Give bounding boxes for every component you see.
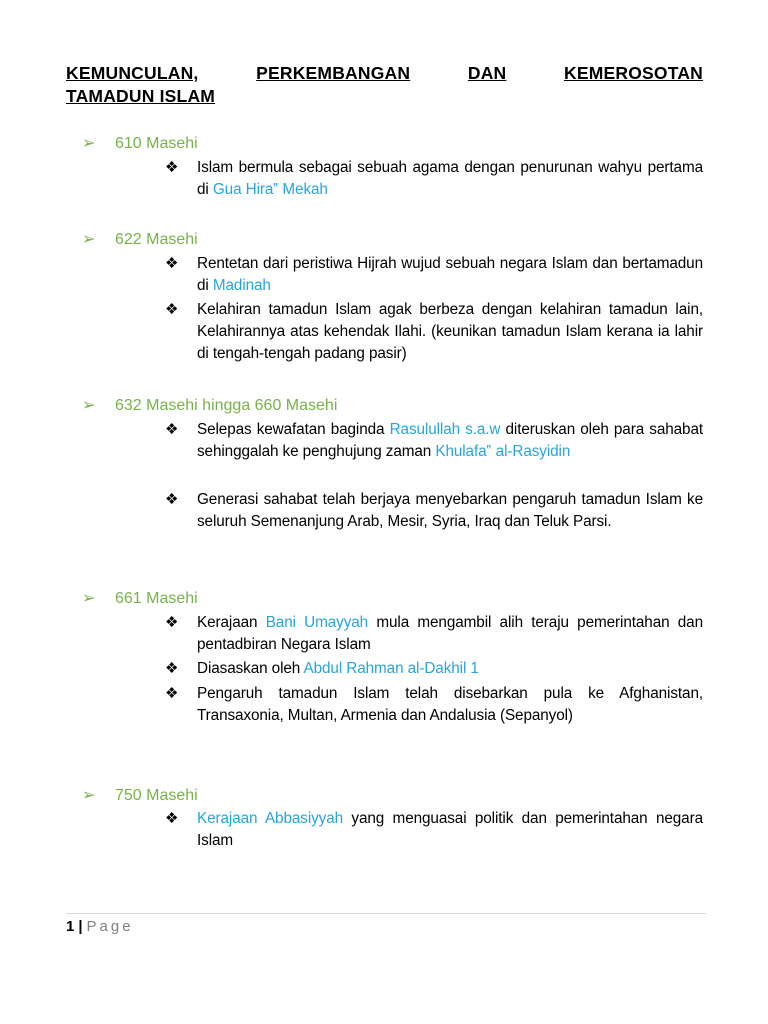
section-heading-text: 610 Masehi <box>115 135 198 152</box>
title-word: KEMEROSOTAN <box>564 63 703 83</box>
bullet-text: Kerajaan Bani Umayyah mula mengambil alih teraju pemerintahan dan pentadbiran Negara Islam <box>197 614 703 653</box>
footer-divider <box>66 913 706 914</box>
bullet-item <box>165 808 703 852</box>
section-heading-661 <box>82 588 198 610</box>
bullet-text: Pengaruh tamadun Islam telah disebarkan pula ke Afghanistan, Transaxonia, Multan, Armenia dan Andalusia (Sepanyol) <box>197 685 703 724</box>
arrow-bullet-icon: ➢ <box>82 397 96 414</box>
bullet-text: Generasi sahabat telah berjaya menyebarkan pengaruh tamadun Islam ke seluruh Semenanjung Arab, Mesir, Syria, Iraq dan Teluk Parsi. <box>197 491 703 530</box>
section-heading-text: 622 Masehi <box>115 231 198 248</box>
title-line-2: TAMADUN ISLAM <box>66 86 216 106</box>
bullet-item <box>165 489 703 533</box>
section-heading-text: 661 Masehi <box>115 590 198 607</box>
section-heading-622 <box>82 229 198 251</box>
diamond-bullet-icon: ❖ <box>165 159 179 176</box>
diamond-bullet-icon: ❖ <box>165 614 179 631</box>
bullet-item <box>165 299 703 365</box>
diamond-bullet-icon: ❖ <box>165 491 179 508</box>
section-heading-750 <box>82 785 198 807</box>
page-number: 1 <box>66 918 75 935</box>
arrow-bullet-icon: ➢ <box>82 231 96 248</box>
arrow-bullet-icon: ➢ <box>82 590 96 607</box>
bullet-item <box>165 419 703 463</box>
title-word: PERKEMBANGAN <box>256 63 411 83</box>
page-label: Page <box>86 918 134 935</box>
title-word: KEMUNCULAN, <box>66 63 199 83</box>
bullet-text: Selepas kewafatan baginda Rasulullah s.a.w diteruskan oleh para sahabat sehinggalah ke penghujung zaman Khulafa‟ al-Rasyidin <box>197 421 704 460</box>
section-heading-632 <box>82 395 337 417</box>
bullet-item <box>165 253 703 297</box>
bullet-text: Kerajaan Abbasiyyah yang menguasai politik dan pemerintahan negara Islam <box>197 810 703 849</box>
diamond-bullet-icon: ❖ <box>165 301 179 318</box>
diamond-bullet-icon: ❖ <box>165 685 179 702</box>
page-footer <box>66 917 134 937</box>
bullet-text: Diasaskan oleh Abdul Rahman al-Dakhil 1 <box>197 660 479 677</box>
diamond-bullet-icon: ❖ <box>165 421 179 438</box>
section-heading-text: 632 Masehi hingga 660 Masehi <box>115 397 338 414</box>
diamond-bullet-icon: ❖ <box>165 810 179 827</box>
bullet-text: Islam bermula sebagai sebuah agama dengan penurunan wahyu pertama di Gua Hira‟ Mekah <box>197 159 703 198</box>
bullet-text: Kelahiran tamadun Islam agak berbeza dengan kelahiran tamadun lain, Kelahirannya atas kehendak Ilahi. (keunikan tamadun Islam kerana ia lahir di tengah-tengah padang pasir) <box>197 301 703 362</box>
bullet-text: Rentetan dari peristiwa Hijrah wujud sebuah negara Islam dan bertamadun di Madinah <box>197 255 703 294</box>
bullet-item <box>165 612 703 656</box>
document-title <box>66 62 703 108</box>
title-line-1 <box>66 62 703 85</box>
diamond-bullet-icon: ❖ <box>165 255 179 272</box>
bullet-item <box>165 157 703 201</box>
footer-separator: | <box>78 918 83 935</box>
diamond-bullet-icon: ❖ <box>165 660 179 677</box>
title-word: DAN <box>467 63 507 83</box>
section-heading-610 <box>82 133 198 155</box>
bullet-item <box>165 683 703 727</box>
arrow-bullet-icon: ➢ <box>82 787 96 804</box>
arrow-bullet-icon: ➢ <box>82 135 96 152</box>
bullet-item <box>165 658 703 680</box>
section-heading-text: 750 Masehi <box>115 787 198 804</box>
